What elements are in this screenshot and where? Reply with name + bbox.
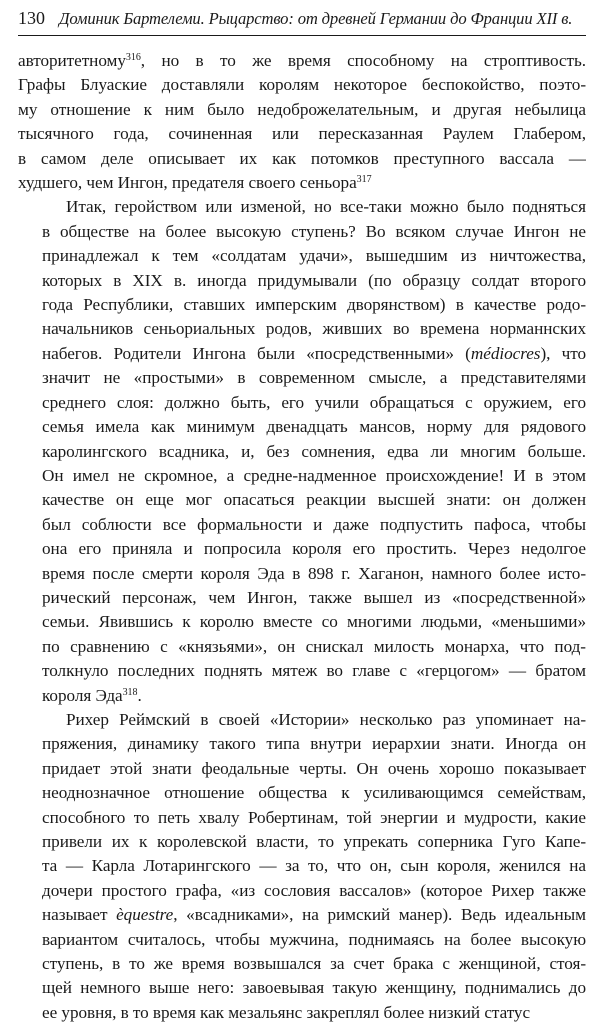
text-run: принадлежал к тем «солдатам удачи», вышедшим из ничтожества, <box>42 246 586 266</box>
text-run: привели их к королевской власти, то упрекать соперника Гуго Капе- <box>42 832 586 851</box>
text-run: ее уровня, в то время как мезальянс закреплял более низкий статус <box>42 1002 531 1022</box>
text-run: качестве он еще мог опасаться реакции высшей знати: он должен <box>42 490 586 510</box>
page-number: 130 <box>18 8 45 28</box>
text-run: дочери простого графа, «из сословия вассалов» (которое Рихер также <box>42 880 586 900</box>
footnote-ref: 316 <box>125 52 141 63</box>
text-line <box>18 610 586 634</box>
text-line <box>18 537 586 561</box>
text-line <box>18 586 586 610</box>
text-line <box>18 830 586 854</box>
italic-term: médiocres <box>470 343 541 363</box>
text-run: короля Эда <box>42 685 123 705</box>
text-run: , но в то же время способному на строптивость. <box>140 51 586 70</box>
text-run: неоднозначное отношение общества к усиливающимся семействам, <box>42 783 586 803</box>
text-line <box>18 659 586 683</box>
text-line <box>18 854 586 878</box>
text-run: она его приняла и попросила короля его простить. Через недолгое <box>42 539 586 559</box>
body-text <box>18 49 586 1025</box>
text-line <box>18 757 586 781</box>
text-line <box>18 806 586 830</box>
text-run: набегов. Родители Ингона были «посредственными» ( <box>42 343 471 363</box>
text-run: авторитетному <box>18 51 126 70</box>
text-line <box>18 684 586 708</box>
text-run: семьи. Явившись к королю вместе со многими людьми, «меньшими» <box>42 612 586 632</box>
book-page <box>18 8 586 1025</box>
text-run: та — Карла Лотарингского — за то, что он, сын короля, женился на <box>42 856 586 876</box>
text-line <box>18 244 586 268</box>
text-run: ), что <box>540 343 586 363</box>
footnote-ref: 317 <box>356 174 372 186</box>
text-run: в самом деле описывает их как потомков преступного вассала — <box>18 148 586 168</box>
text-run: каролингского всадника, и, без сомнения, едва ли многим больше. <box>42 441 586 461</box>
text-run: вариантом считалось, чтобы мужчина, поднимаясь на более высокую <box>42 929 586 949</box>
paragraph <box>18 195 586 708</box>
text-run: начальников сеньориальных родов, живших во времена норманнских <box>42 319 586 339</box>
paragraph <box>18 49 586 195</box>
text-line <box>18 903 586 927</box>
text-line <box>18 195 586 219</box>
text-line <box>18 49 586 73</box>
text-run: в обществе на более высокую ступень? Во всяком случае Ингон не <box>42 221 586 241</box>
text-run: худшего, чем Ингон, предателя своего сеньора <box>18 173 357 193</box>
text-line <box>18 317 586 341</box>
text-line <box>18 269 586 293</box>
text-run: щей немного выше него: завоевывая такую женщину, поднимались до <box>42 978 586 998</box>
text-line <box>18 73 586 97</box>
text-line <box>18 488 586 512</box>
text-run: Рихер Реймский в своей «Истории» несколько раз упоминает на- <box>66 709 586 729</box>
text-line <box>18 391 586 415</box>
text-run: Он имел не скромное, а средне-надменное происхождение! И в этом <box>42 465 586 485</box>
text-run: толкнуло последних поднять мятеж во главе с «герцогом» — братом <box>42 661 586 681</box>
text-run: значит не «простыми» в современном смысле, а представителями <box>42 368 586 388</box>
running-title: Доминик Бартелеми. Рыцарство: от древней Германии до Франции XII в. <box>59 9 573 28</box>
text-run: время после смерти короля Эда в 898 г. Хаганон, намного более исто- <box>42 563 586 583</box>
text-line <box>18 781 586 805</box>
text-run: придает этой знати феодальные черты. Он очень хорошо показывает <box>42 758 586 778</box>
text-run: , «всадниками», на римский манер). Ведь идеальным <box>173 905 586 925</box>
text-line <box>18 122 586 146</box>
footnote-ref: 318 <box>122 686 138 698</box>
text-line <box>18 415 586 439</box>
text-run: способного то петь хвалу Робертинам, той энергии и мудрости, какие <box>42 807 586 827</box>
text-run: му отношение к ним было недоброжелательным, и другая небылица <box>18 99 586 119</box>
text-run: рический персонаж, чем Ингон, также вышел из «посредственной» <box>42 587 586 607</box>
text-line <box>18 171 586 195</box>
text-line <box>18 440 586 464</box>
text-run: среднего слоя: должно быть, его учили обращаться с оружием, его <box>42 392 586 412</box>
text-run: . <box>137 685 142 705</box>
text-line <box>18 928 586 952</box>
text-line <box>18 879 586 903</box>
text-line <box>18 708 586 732</box>
text-line <box>18 732 586 756</box>
text-run: ступень, в то же время возвышался за счет брака с женщиной, стоя- <box>42 954 586 974</box>
text-run: был соблюсти все формальности и даже подпустить пафоса, чтобы <box>42 514 586 534</box>
text-run: семья имела как минимум двенадцать мансов, норму для рядового <box>42 417 586 437</box>
text-line <box>18 562 586 586</box>
page-header <box>18 8 586 36</box>
text-run: тысячного года, сочиненная или пересказанная Раулем Глабером, <box>18 124 586 144</box>
text-run: пряжения, динамику такого типа внутри иерархии знати. Иногда он <box>42 734 586 754</box>
text-line <box>18 366 586 390</box>
text-run: года Республики, ставших имперским дворянством) в качестве родо- <box>42 295 586 315</box>
text-run: Итак, геройством или изменой, но все-таки можно было подняться <box>66 197 586 217</box>
text-line <box>18 952 586 976</box>
text-line <box>18 220 586 244</box>
text-line <box>18 635 586 659</box>
text-line <box>18 98 586 122</box>
italic-term: èquestre <box>116 905 174 925</box>
paragraph <box>18 708 586 1025</box>
text-line <box>18 293 586 317</box>
text-line <box>18 976 586 1000</box>
text-run: называет <box>42 905 117 925</box>
text-line <box>18 1001 586 1025</box>
text-line <box>18 513 586 537</box>
text-line <box>18 464 586 488</box>
text-run: Графы Блуаские доставляли королям некоторое беспокойство, поэто- <box>18 75 586 95</box>
text-line <box>18 147 586 171</box>
text-run: по сравнению с «князьями», он снискал милость монарха, что под- <box>42 636 586 656</box>
text-run: которых в XIX в. иногда придумывали (по образцу солдат второго <box>42 270 586 290</box>
text-line <box>18 342 586 366</box>
